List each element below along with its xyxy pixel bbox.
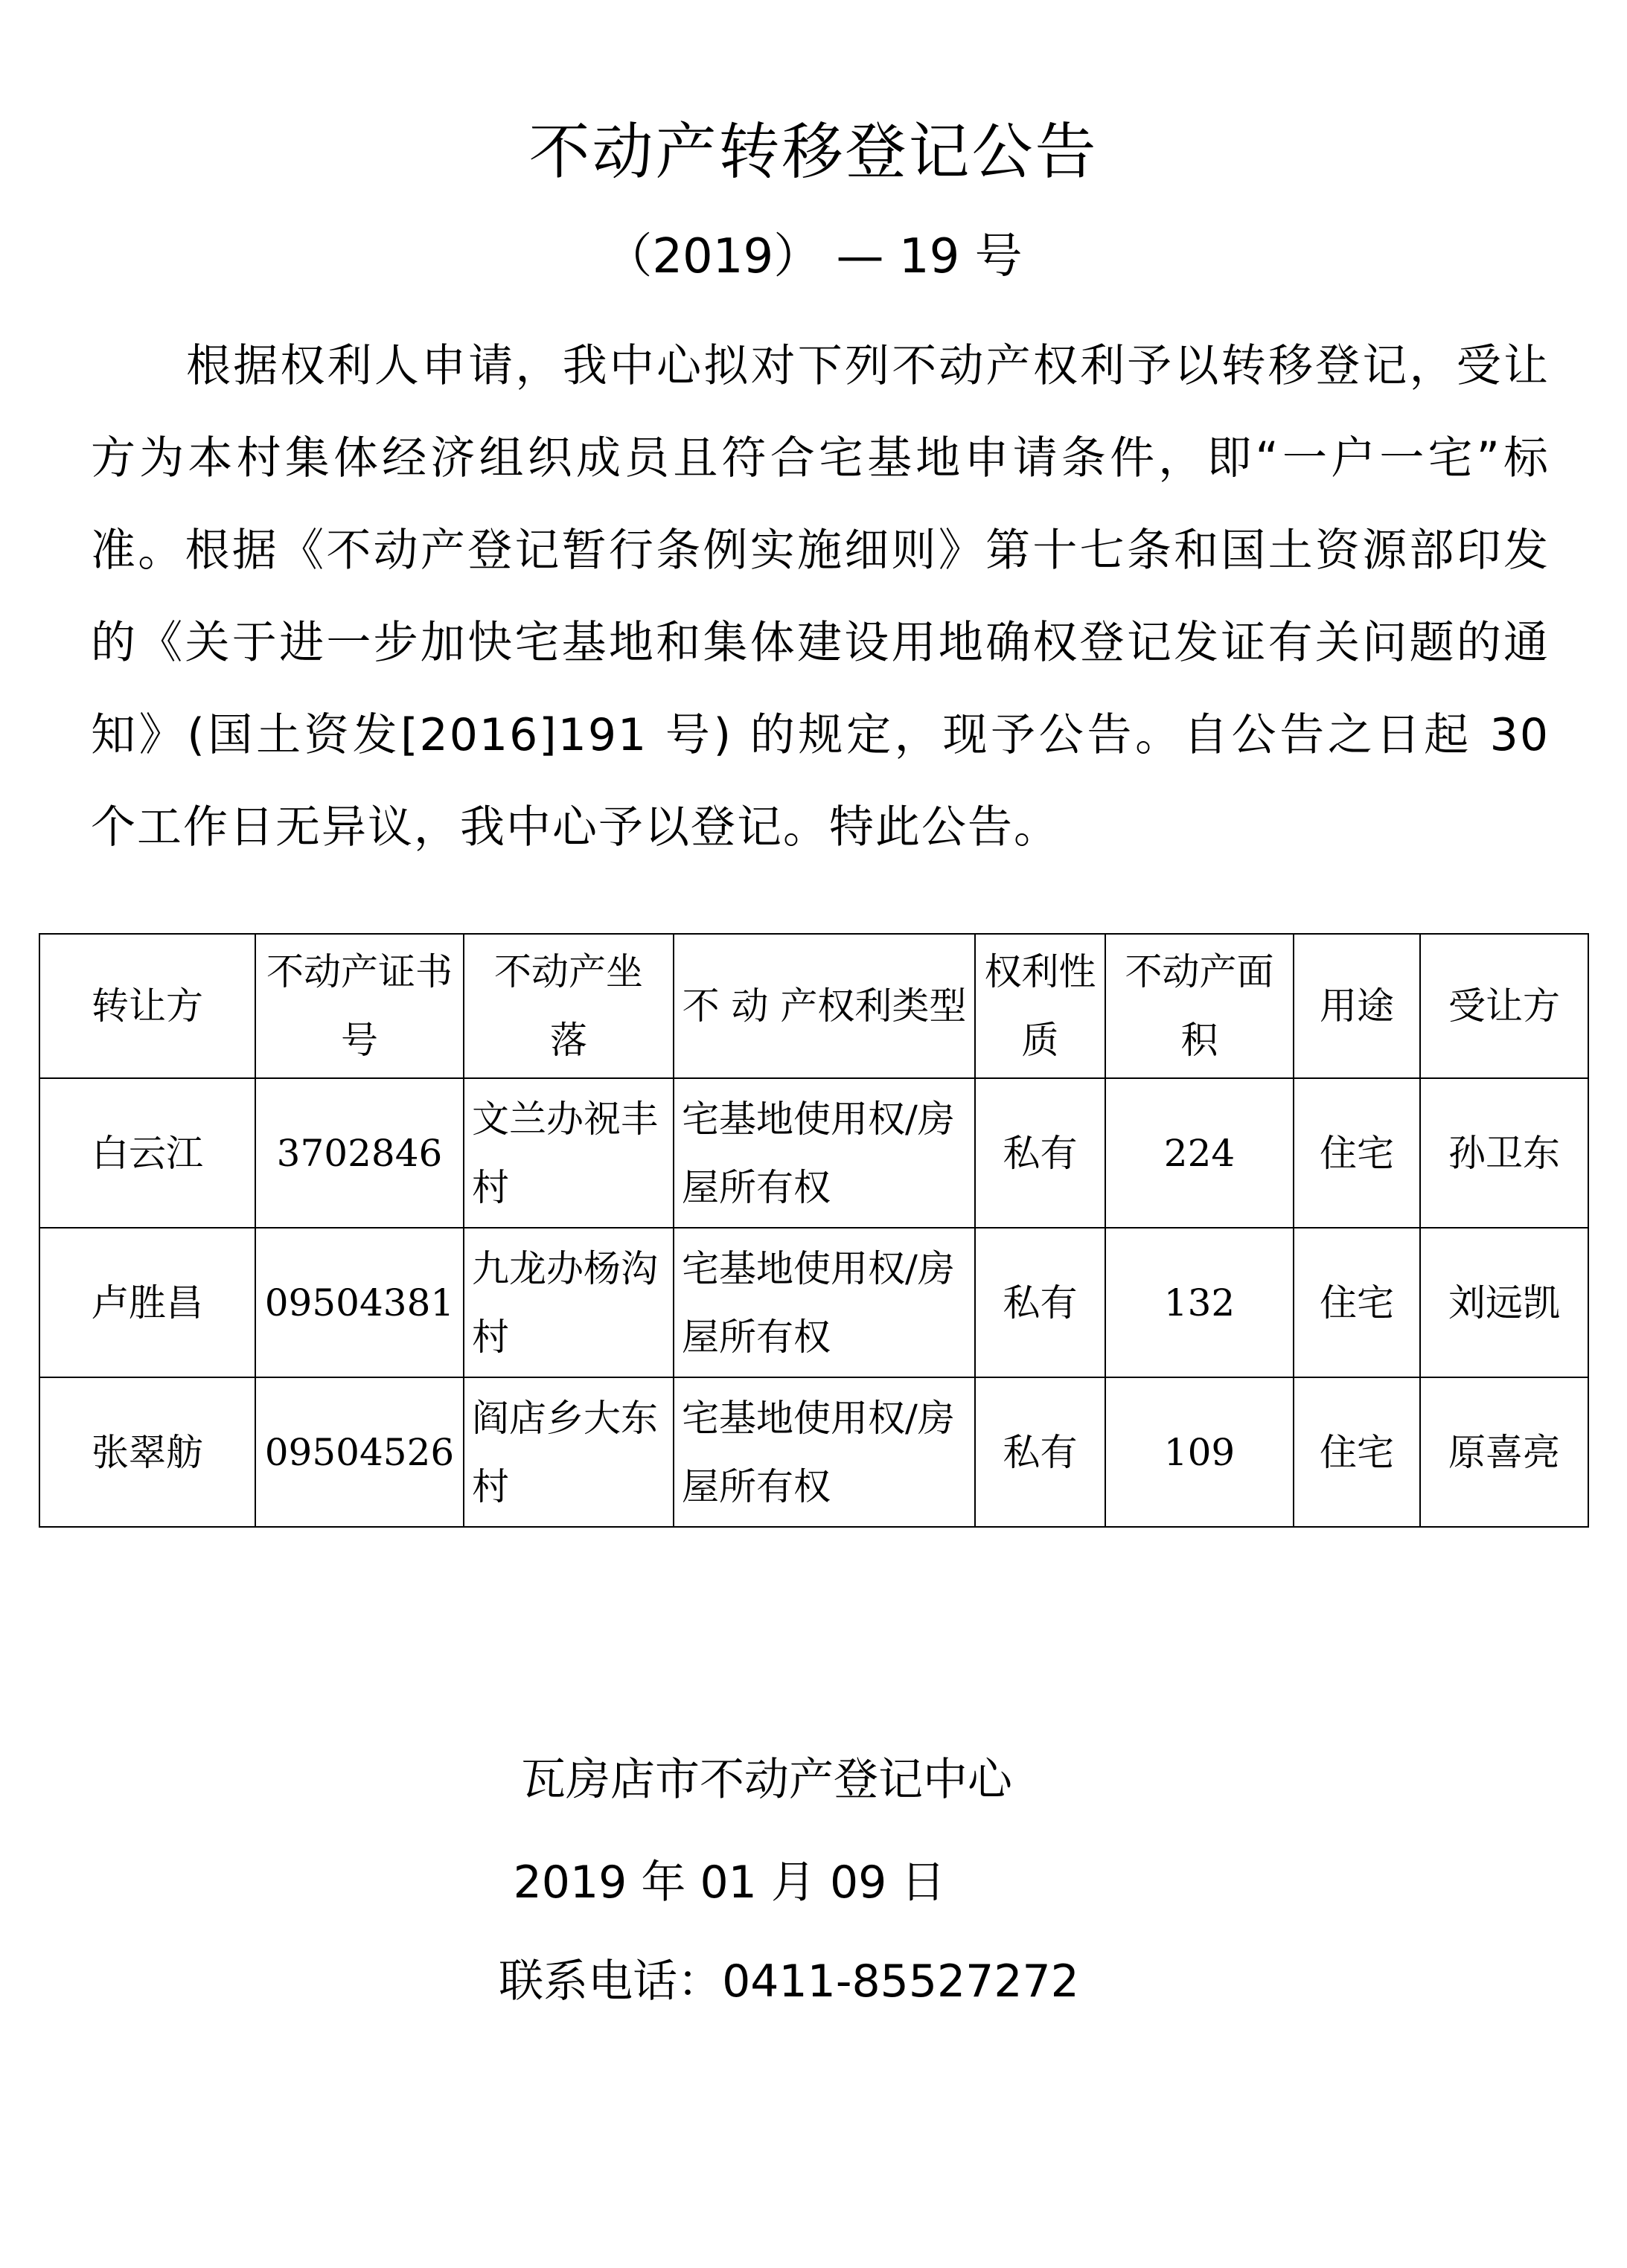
cell-transferor: 白云江 [39, 1078, 255, 1228]
cell-usage: 住宅 [1294, 1377, 1420, 1527]
header-right-type: 不 动 产权利类型 [674, 934, 975, 1078]
header-usage: 用途 [1294, 934, 1420, 1078]
cell-right-type: 宅基地使用权/房屋所有权 [674, 1078, 975, 1228]
header-area: 不动产面 积 [1105, 934, 1294, 1078]
header-right-nature: 权利性质 [975, 934, 1105, 1078]
notice-number: （2019） — 19 号 [604, 229, 1023, 284]
issue-date: 2019 年 01 月 09 日 [513, 1857, 946, 1909]
cell-transferee: 孙卫东 [1420, 1078, 1588, 1228]
table-row [39, 1228, 1588, 1377]
cell-transferor: 卢胜昌 [39, 1228, 255, 1377]
cell-certificate-number: 09504381 [255, 1228, 464, 1377]
cell-location: 阎店乡大东村 [464, 1377, 674, 1527]
cell-right-nature: 私有 [975, 1078, 1105, 1228]
cell-transferor: 张翠舫 [39, 1377, 255, 1527]
cell-transferee: 原喜亮 [1420, 1377, 1588, 1527]
cell-right-nature: 私有 [975, 1228, 1105, 1377]
cell-location: 九龙办杨沟村 [464, 1228, 674, 1377]
table-row [39, 1078, 1588, 1228]
cell-certificate-number: 09504526 [255, 1377, 464, 1527]
cell-certificate-number: 3702846 [255, 1078, 464, 1228]
header-transferor: 转让方 [39, 934, 255, 1078]
cell-area: 224 [1105, 1078, 1294, 1228]
header-certificate-number: 不动产证书号 [255, 934, 464, 1078]
notice-body [91, 320, 1550, 874]
cell-right-nature: 私有 [975, 1377, 1105, 1527]
cell-location: 文兰办祝丰村 [464, 1078, 674, 1228]
header-location: 不动产坐 落 [464, 934, 674, 1078]
table-row [39, 1377, 1588, 1527]
cell-area: 132 [1105, 1228, 1294, 1377]
cell-usage: 住宅 [1294, 1228, 1420, 1377]
cell-usage: 住宅 [1294, 1078, 1420, 1228]
cell-right-type: 宅基地使用权/房屋所有权 [674, 1228, 975, 1377]
contact-phone: 联系电话：0411-85527272 [499, 1955, 1079, 2008]
issuing-organization: 瓦房店市不动产登记中心 [521, 1754, 1012, 1806]
header-transferee: 受让方 [1420, 934, 1588, 1078]
cell-area: 109 [1105, 1377, 1294, 1527]
notice-paragraph: 根据权利人申请，我中心拟对下列不动产权利予以转移登记，受让方为本村集体经济组织成员且符合宅基地申请条件，即“一户一宅”标准。根据《不动产登记暂行条例实施细则》第十七条和国土资源部印发的《关于进一步加快宅基地和集体建设用地确权登记发证有关问题的通知》(国土资发[2016]191 号) 的规定，现予公告。自公告之日起 30 个工作日无异议，我中心予以登记。特此公告。 [91, 340, 1550, 853]
cell-transferee: 刘远凯 [1420, 1228, 1588, 1377]
page-title: 不动产转移登记公告 [528, 117, 1099, 188]
table-header-row [39, 934, 1588, 1078]
cell-right-type: 宅基地使用权/房屋所有权 [674, 1377, 975, 1527]
property-table [39, 933, 1589, 1528]
